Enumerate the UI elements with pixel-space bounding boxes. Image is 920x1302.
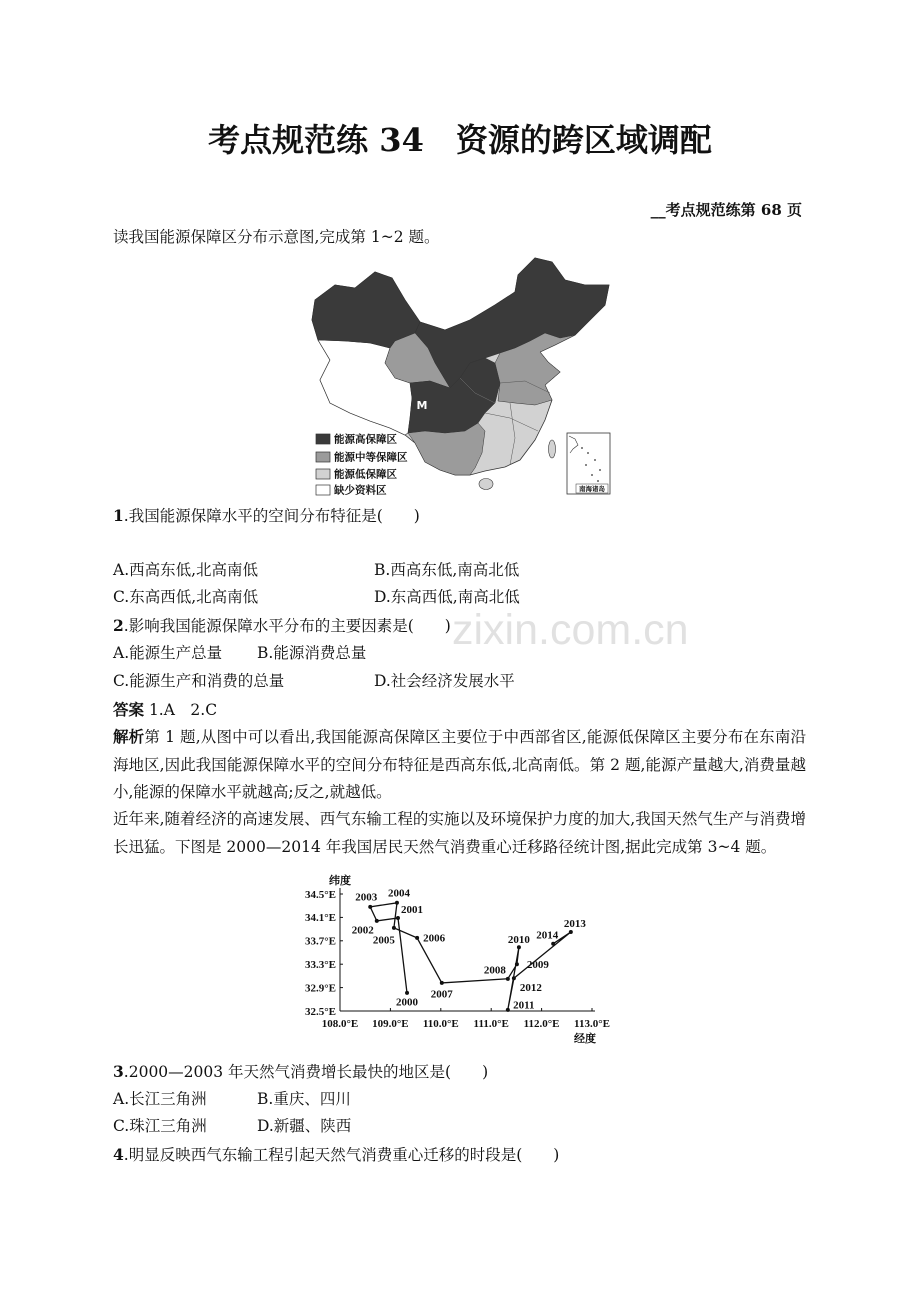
question-3-number: 3 xyxy=(113,1062,124,1081)
intro-map-questions: 读我国能源保障区分布示意图,完成第 1~2 题。 xyxy=(113,228,440,246)
question-4-text: .明显反映西气东输工程引起天然气消费重心迁移的时段是( ) xyxy=(123,1146,560,1164)
inset-island xyxy=(591,474,593,476)
legend-swatch-low xyxy=(316,469,330,479)
data-point-label-2004: 2004 xyxy=(387,887,410,900)
data-point-2008 xyxy=(506,977,510,981)
data-point-label-2014: 2014 xyxy=(536,929,559,942)
question-3 xyxy=(113,1058,488,1087)
question-1-number: 1 xyxy=(113,506,124,525)
chart-svg xyxy=(290,868,630,1048)
data-point-2001 xyxy=(396,916,400,920)
question-2-number: 2 xyxy=(113,616,124,635)
data-point-2011 xyxy=(506,1008,510,1012)
data-point-label-2001: 2001 xyxy=(400,903,423,916)
data-point-label-2002: 2002 xyxy=(351,924,374,937)
data-point-2006 xyxy=(415,936,419,940)
question-1 xyxy=(113,502,420,531)
question-1-option-c: C.东高西低,北高南低 xyxy=(113,588,259,606)
analysis-label: 解析 xyxy=(113,727,145,746)
answer-text: 1.A 2.C xyxy=(144,701,218,719)
inset-island xyxy=(597,480,599,482)
question-2-option-c: C.能源生产和消费的总量 xyxy=(113,672,285,690)
x-tick-label: 108.0°E xyxy=(321,1018,359,1030)
data-point-2004 xyxy=(395,901,399,905)
data-point-2013 xyxy=(569,930,573,934)
legend-label-low: 能源低保障区 xyxy=(334,468,397,481)
question-3-text: .2000—2003 年天然气消费增长最快的地区是( ) xyxy=(123,1063,489,1081)
data-point-label-2005: 2005 xyxy=(372,934,395,947)
question-2-text: .影响我国能源保障水平分布的主要因素是( ) xyxy=(123,617,451,635)
y-tick-label: 33.3°E xyxy=(305,959,336,971)
inset-island xyxy=(599,469,601,471)
inset-island xyxy=(587,452,589,454)
watermark: zixin.com.cn xyxy=(452,606,689,654)
analysis-paragraph xyxy=(113,723,806,807)
inset-island xyxy=(581,447,583,449)
y-axis-title: 纬度 xyxy=(329,875,351,887)
data-point-2005 xyxy=(392,926,396,930)
legend-label-high: 能源高保障区 xyxy=(334,433,397,446)
question-3-option-c: C.珠江三角洲 xyxy=(113,1117,207,1135)
data-point-label-2006: 2006 xyxy=(423,932,446,945)
data-point-label-2012: 2012 xyxy=(519,982,542,995)
y-tick-label: 34.5°E xyxy=(305,888,336,901)
data-point-label-2009: 2009 xyxy=(526,959,549,971)
legend-swatch-high xyxy=(316,434,330,444)
data-point-2000 xyxy=(405,991,409,995)
y-tick-label: 32.9°E xyxy=(305,982,336,995)
inset-island xyxy=(585,464,587,466)
question-3-option-a: A.长江三角洲 xyxy=(113,1090,207,1108)
question-2-option-d: D.社会经济发展水平 xyxy=(374,672,515,690)
x-tick-label: 109.0°E xyxy=(372,1018,409,1030)
x-axis-title: 经度 xyxy=(574,1033,596,1045)
question-1-option-a: A.西高东低,北高南低 xyxy=(113,561,259,579)
question-2-option-b: B.能源消费总量 xyxy=(257,644,367,662)
legend-swatch-no-data xyxy=(316,485,330,495)
answer-label: 答案 xyxy=(113,700,145,719)
map-island-hainan xyxy=(479,479,493,490)
y-tick-label: 32.5°E xyxy=(305,1005,336,1018)
data-point-2009 xyxy=(515,962,519,966)
energy-security-map xyxy=(310,253,612,496)
page-title: 考点规范练 34 资源的跨区域调配 xyxy=(208,121,712,159)
inset-island xyxy=(594,459,596,461)
data-point-2012 xyxy=(512,976,516,980)
question-1-option-d: D.东高西低,南高北低 xyxy=(374,588,520,606)
map-legend xyxy=(316,433,408,497)
data-point-label-2003: 2003 xyxy=(355,891,378,904)
data-point-label-2011: 2011 xyxy=(513,999,535,1012)
x-tick-label: 113.0°E xyxy=(574,1018,610,1030)
legend-label-no-data: 缺少资料区 xyxy=(334,484,387,496)
x-tick-label: 112.0°E xyxy=(523,1018,560,1030)
question-3-option-d: D.新疆、陕西 xyxy=(257,1117,352,1135)
y-tick-label: 33.7°E xyxy=(305,935,336,948)
map-region-high-northwest xyxy=(312,272,420,348)
data-point-label-2000: 2000 xyxy=(396,996,419,1009)
data-point-label-2008: 2008 xyxy=(483,964,506,977)
data-point-2007 xyxy=(440,981,444,985)
answer-line xyxy=(113,696,217,725)
data-point-label-2007: 2007 xyxy=(430,988,453,1001)
page-reference: __考点规范练第 68 页 xyxy=(650,201,802,219)
map-svg xyxy=(310,253,612,496)
map-region-label: M xyxy=(416,399,428,412)
question-2-option-a: A.能源生产总量 xyxy=(113,644,223,662)
data-point-2003 xyxy=(368,905,372,909)
question-3-option-b: B.重庆、四川 xyxy=(257,1090,351,1108)
legend-label-medium: 能源中等保障区 xyxy=(334,451,408,464)
data-point-label-2013: 2013 xyxy=(563,917,586,930)
legend-swatch-medium xyxy=(316,452,330,462)
gas-consumption-center-chart xyxy=(290,868,630,1048)
question-2 xyxy=(113,612,451,641)
question-1-text: .我国能源保障水平的空间分布特征是( ) xyxy=(123,507,420,525)
question-1-option-b: B.西高东低,南高北低 xyxy=(374,561,520,579)
x-tick-label: 110.0°E xyxy=(422,1018,459,1030)
data-point-label-2010: 2010 xyxy=(507,934,530,947)
y-tick-label: 34.1°E xyxy=(305,912,336,925)
question-4 xyxy=(113,1141,559,1170)
inset-label: 南海诸岛 xyxy=(579,485,605,494)
analysis-text: 第 1 题,从图中可以看出,我国能源高保障区主要位于中西部省区,能源低保障区主要分布在东南沿海地区,因此我国能源保障水平的空间分布特征是西高东低,北高南低。第 2 题,能源产量越大,消费量越小,能源的保障水平就越高;反之,就越低。 xyxy=(113,728,806,802)
data-point-2014 xyxy=(551,942,555,946)
question-4-number: 4 xyxy=(113,1145,124,1164)
intro-chart-questions: 近年来,随着经济的高速发展、西气东输工程的实施以及环境保护力度的加大,我国天然气生产与消费增长迅猛。下图是 2000—2014 年我国居民天然气消费重心迁移路径统计图,据此完成第 3~4 题。 xyxy=(113,810,806,856)
x-tick-label: 111.0°E xyxy=(473,1018,509,1030)
data-point-2002 xyxy=(375,919,379,923)
south-china-sea-inset xyxy=(567,433,610,494)
map-island-taiwan xyxy=(549,440,556,458)
